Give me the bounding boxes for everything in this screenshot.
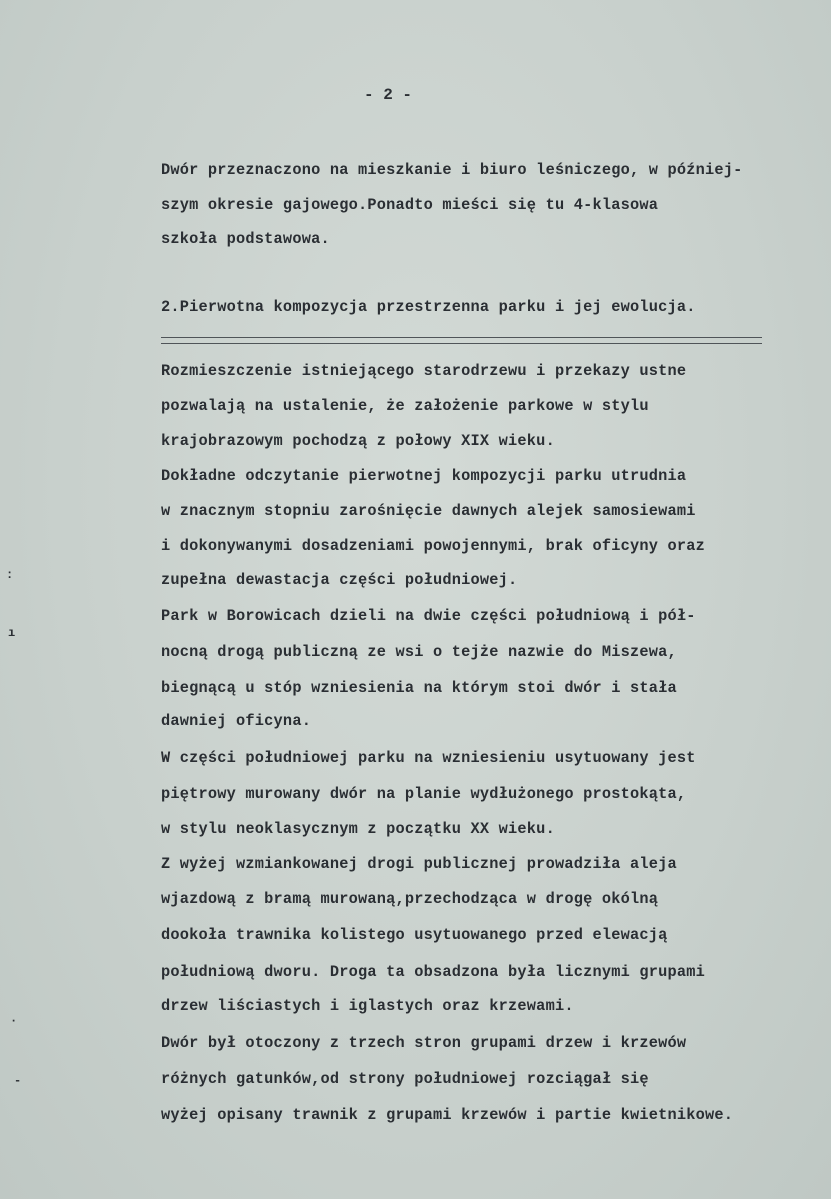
body-line-20: Dwór był otoczony z trzech stron grupami drzew i krzewów — [161, 1034, 687, 1052]
body-line-12: W części południowej parku na wzniesieniu usytuowany jest — [161, 749, 696, 767]
page-number: - 2 - — [364, 86, 413, 104]
heading-underline — [161, 337, 762, 344]
body-line-19: drzew liściastych i iglastych oraz krzewami. — [161, 997, 574, 1015]
body-line-3: krajobrazowym pochodzą z połowy XIX wieku. — [161, 432, 555, 450]
body-line-1: Rozmieszczenie istniejącego starodrzewu i przekazy ustne — [161, 362, 687, 380]
body-line-10: biegnącą u stóp wzniesienia na którym stoi dwór i stała — [161, 679, 677, 697]
margin-mark-tick: ı — [8, 626, 16, 640]
body-line-11: dawniej oficyna. — [161, 712, 312, 730]
body-line-16: wjazdową z bramą murowaną,przechodząca w drogę okólną — [161, 890, 659, 908]
body-line-15: Z wyżej wzmiankowanej drogi publicznej prowadziła aleja — [161, 855, 677, 873]
section-heading: 2.Pierwotna kompozycja przestrzenna parku i jej ewolucja. — [161, 298, 696, 316]
margin-mark-dot-2: · — [10, 1014, 18, 1028]
intro-line-2: szym okresie gajowego.Ponadto mieści się tu 4-klasowa — [161, 196, 659, 214]
body-line-2: pozwalają na ustalenie, że założenie parkowe w stylu — [161, 397, 649, 415]
body-line-6: i dokonywanymi dosadzeniami powojennymi, brak oficyny oraz — [161, 537, 706, 555]
body-line-21: różnych gatunków,od strony południowej rozciągał się — [161, 1070, 649, 1088]
body-line-9: nocną drogą publiczną ze wsi o tejże nazwie do Miszewa, — [161, 643, 677, 661]
intro-line-1: Dwór przeznaczono na mieszkanie i biuro leśniczego, w później- — [161, 161, 743, 179]
intro-line-3: szkoła podstawowa. — [161, 230, 330, 248]
body-line-5: w znacznym stopniu zarośnięcie dawnych alejek samosiewami — [161, 502, 696, 520]
body-line-17: dookoła trawnika kolistego usytuowanego przed elewacją — [161, 926, 668, 944]
body-line-7: zupełna dewastacja części południowej. — [161, 571, 518, 589]
margin-mark-dot: : — [6, 568, 14, 582]
body-line-14: w stylu neoklasycznym z początku XX wieku. — [161, 820, 555, 838]
body-line-13: piętrowy murowany dwór na planie wydłużonego prostokąta, — [161, 785, 687, 803]
body-line-18: południową dworu. Droga ta obsadzona była licznymi grupami — [161, 963, 706, 981]
body-line-22: wyżej opisany trawnik z grupami krzewów i partie kwietnikowe. — [161, 1106, 734, 1124]
margin-mark-dash: - — [14, 1074, 22, 1088]
body-line-4: Dokładne odczytanie pierwotnej kompozycji parku utrudnia — [161, 467, 687, 485]
body-line-8: Park w Borowicach dzieli na dwie części południową i pół- — [161, 607, 696, 625]
